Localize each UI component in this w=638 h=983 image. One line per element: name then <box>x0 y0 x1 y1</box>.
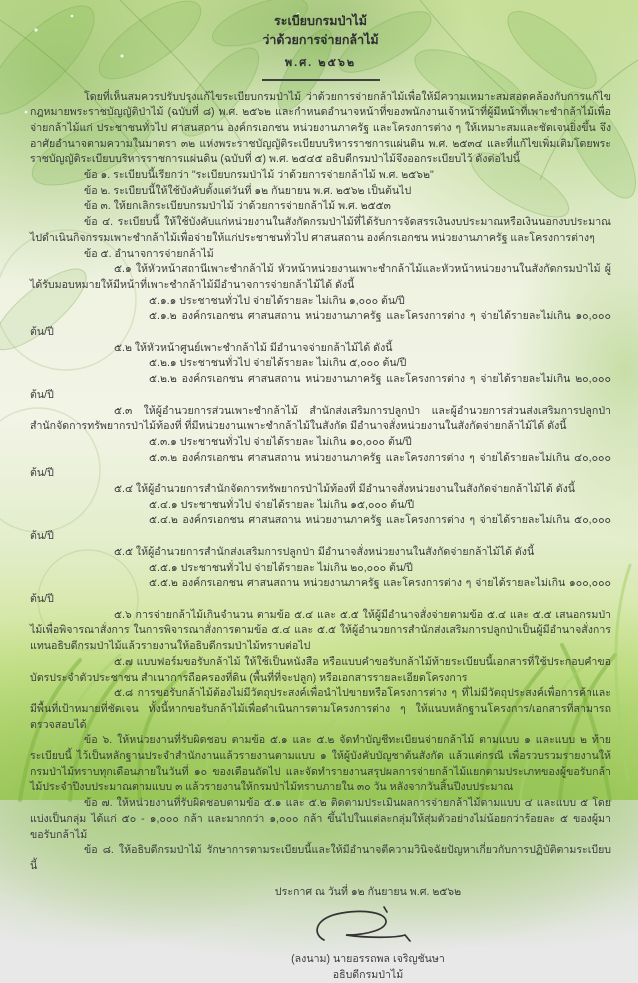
clause-3: ข้อ ๓. ให้ยกเลิกระเบียบกรมป่าไม้ ว่าด้วยการจ่ายกล้าไม้ พ.ศ. ๒๕๕๓ <box>84 200 391 213</box>
intro-paragraph: โดยที่เห็นสมควรปรับปรุงแก้ไขระเบียบกรมป่าไม้ ว่าด้วยการจ่ายกล้าไม้เพื่อให้มีความเหมาะสมสอดคล้องกับการแก้ไขกฎหมายพระราชบัญญัติป่าไม้ (ฉบับที่ ๘) พ.ศ. ๒๕๖๒ และกำหนดอำนาจหน้าที่ของพนักงานเจ้าหน้าที่ผู้มีหน้าที่เพาะชำกล้าไม้เพื่อจ่ายกล้าไม้แก่ ประชาชนทั่วไป ศาสนสถาน องค์กรเอกชน หน่วยงานภาครัฐ และโครงการต่าง ๆ ให้เหมาะสมและชัดเจนยิ่งขึ้น จึงอาศัยอำนาจตามความในมาตรา ๓๒ แห่งพระราชบัญญัติระเบียบบริหารราชการแผ่นดิน พ.ศ. ๒๕๓๔ และที่แก้ไขเพิ่มเติมโดยพระราชบัญญัติระเบียบบริหารราชการแผ่นดิน (ฉบับที่ ๕) พ.ศ. ๒๕๔๕ อธิบดีกรมป่าไม้จึงออกระเบียบไว้ ดังต่อไปนี้ <box>30 90 611 166</box>
clause-7: ข้อ ๗. ให้หน่วยงานที่รับผิดชอบตามข้อ ๕.๑ และ ๕.๒ ติดตามประเมินผลการจ่ายกล้าไม้ตามแบบ ๔ และแบบ ๕ โดยแบ่งเป็นกลุ่ม ได้แก่ ๕๐ - ๑,๐๐๐ กล้า และมากกว่า ๑,๐๐๐ กล้า ขึ้นไปในแต่ละกลุ่มให้สุ่มตัวอย่างไม่น้อยกว่าร้อยละ ๕ ของผู้มาขอรับกล้าไม้ <box>30 797 611 841</box>
clause-5-7: ๕.๗ แบบฟอร์มขอรับกล้าไม้ ให้ใช้เป็นหนังสือ หรือแบบคำขอรับกล้าไม้ท้ายระเบียบนี้เอกสารที่ใช้ประกอบคำขอ บัตรประจำตัวประชาชน สำเนาการถือครองที่ดิน (พื้นที่ที่จะปลูก) หรือเอกสารรายละเอียดโครงการ <box>30 655 611 684</box>
announce-date-line: ประกาศ ณ วันที่ ๑๒ กันยายน พ.ศ. ๒๕๖๒ <box>274 885 462 898</box>
clause-5: ข้อ ๕. อำนาจการจ่ายกล้าไม้ <box>84 247 214 260</box>
clause-5-3: ๕.๓ ให้ผู้อำนวยการส่วนเพาะชำกล้าไม้ สำนักส่งเสริมการปลูกป่า และผู้อำนวยการส่วนส่งเสริมการปลูกป่า สำนักจัดการทรัพยากรป่าไม้ท้องที่ ที่มีหน่วยงานเพาะชำกล้าไม้ในสังกัด มีอำนาจสั่งหน่วยงานในสังกัดจ่ายกล้าไม้ได้ ดังนี้ <box>30 404 611 433</box>
clause-5-5-1: ๕.๕.๑ ประชาชนทั่วไป จ่ายได้รายละ ไม่เกิน ๒๐,๐๐๐ ต้น/ปี <box>149 561 413 574</box>
clause-5-2-1: ๕.๒.๑ ประชาชนทั่วไป จ่ายได้รายละ ไม่เกิน ๕,๐๐๐ ต้น/ปี <box>149 357 407 370</box>
clause-5-3-2: ๕.๓.๒ องค์กรเอกชน ศาสนสถาน หน่วยงานภาครัฐ และโครงการต่าง ๆ จ่ายได้รายละไม่เกิน ๔๐,๐๐๐ ต้น/ปี <box>30 451 611 480</box>
clause-5-6: ๕.๖ การจ่ายกล้าไม้เกินจำนวน ตามข้อ ๕.๔ และ ๕.๕ ให้ผู้มีอำนาจสั่งจ่ายตามข้อ ๕.๔ และ ๕.๕ เสนอกรมป่าไม้เพื่อพิจารณาสั่งการ ในการพิจารณาสั่งการตามข้อ ๕.๔ และ ๕.๕ ให้ผู้อำนวยการสำนักส่งเสริมการปลูกป่าเป็นผู้มีอำนาจสั่งการแทนอธิบดีกรมป่าไม้แล้วรายงานให้อธิบดีกรมป่าไม้ทราบต่อไป <box>30 608 611 653</box>
clause-5-3-1: ๕.๓.๑ ประชาชนทั่วไป จ่ายได้รายละ ไม่เกิน ๑๐,๐๐๐ ต้น/ปี <box>149 435 412 448</box>
signature-mark <box>308 904 428 950</box>
signature-block <box>203 885 533 983</box>
clause-5-5-2: ๕.๕.๒ องค์กรเอกชน ศาสนสถาน หน่วยงานภาครัฐ และโครงการต่าง ๆ จ่ายได้รายละไม่เกิน ๑๐๐,๐๐๐ ต้น/ปี <box>30 577 611 605</box>
clause-4: ข้อ ๔. ระเบียบนี้ ให้ใช้บังคับแก่หน่วยงานในสังกัดกรมป่าไม้ที่ได้รับการจัดสรรเงินงบประมาณหรือเงินนอกงบประมาณไปดำเนินกิจกรรมเพาะชำกล้าไม้เพื่อจ่ายให้แก่ประชาชนทั่วไป ศาสนสถาน องค์กรเอกชน หน่วยงานภาครัฐ และโครงการต่างๆ <box>30 216 611 244</box>
clause-8: ข้อ ๘. ให้อธิบดีกรมป่าไม้ รักษาการตามระเบียบนี้และให้มีอำนาจตีความวินิจฉัยปัญหาเกี่ยวกับการปฏิบัติตามระเบียบนี้ <box>30 844 611 872</box>
clause-6: ข้อ ๖. ให้หน่วยงานที่รับผิดชอบ ตามข้อ ๕.๑ และ ๕.๒ จัดทำบัญชีทะเบียนจ่ายกล้าไม้ ตามแบบ ๑ และแบบ ๒ ท้ายระเบียบนี้ ไว้เป็นหลักฐานประจำสำนักงานแล้วรายงานตามแบบ ๑ ให้ผู้บังคับบัญชาต้นสังกัด แล้วแต่กรณี เพื่อรวบรวมรายงานให้กรมป่าไม้ทราบทุกเดือนภายในวันที่ ๑๐ ของเดือนถัดไป และจัดทำรายงานสรุปผลการจ่ายกล้าไม้แยกตามประเภทของผู้ขอรับกล้าไม้ประจำปีงบประมาณตามแบบ ๓ แล้วรายงานให้กรมป่าไม้ทราบภายใน ๓๐ วัน หลังจากวันสิ้นปีงบประมาณ <box>30 734 611 794</box>
document-title-line-2: ว่าด้วยการจ่ายกล้าไม้ <box>262 32 379 47</box>
clause-5-2: ๕.๒ ให้หัวหน้าศูนย์เพาะชำกล้าไม้ มีอำนาจจ่ายกล้าไม้ได้ ดังนี้ <box>114 341 393 354</box>
clause-5-5: ๕.๕ ให้ผู้อำนวยการสำนักส่งเสริมการปลูกป่า มีอำนาจสั่งหน่วยงานในสังกัดจ่ายกล้าไม้ได้ ดังนี้ <box>114 545 535 558</box>
clause-5-4-1: ๕.๔.๑ ประชาชนทั่วไป จ่ายได้รายละ ไม่เกิน ๑๕,๐๐๐ ต้น/ปี <box>149 498 415 511</box>
title-divider-rule <box>262 79 380 81</box>
document-title-line-1: ระเบียบกรมป่าไม้ <box>274 14 367 28</box>
clause-2: ข้อ ๒. ระเบียบนี้ให้ใช้บังคับตั้งแต่วันที่ ๑๒ กันยายน พ.ศ. ๒๕๖๒ เป็นต้นไป <box>84 184 412 197</box>
clause-5-1-2: ๕.๑.๒ องค์กรเอกชน ศาสนสถาน หน่วยงานภาครัฐ และโครงการต่าง ๆ จ่ายได้รายละไม่เกิน ๑๐,๐๐๐ ต้น/ปี <box>30 310 611 339</box>
document-title-era: พ.ศ. ๒๕๖๒ <box>284 56 357 69</box>
clause-5-4-2: ๕.๔.๒ องค์กรเอกชน ศาสนสถาน หน่วยงานภาครัฐ และโครงการต่าง ๆ จ่ายได้รายละไม่เกิน ๕๐,๐๐๐ ต้น/ปี <box>30 514 611 543</box>
clause-5-8: ๕.๘ การขอรับกล้าไม้ต้องไม่มีวัตถุประสงค์เพื่อนำไปขายหรือโครงการต่าง ๆ ที่ไม่มีวัตถุประสงค์เพื่อการค้าและมีพื้นที่เป้าหมายที่ชัดเจน ทั้งนี้หากขอรับกล้าไม้เพื่อดำเนินการตามโครงการต่าง ๆ ให้แนบหลักฐานโครงการ/เอกสารที่สามารถตรวจสอบได้ <box>30 687 611 731</box>
signer-title-line: อธิบดีกรมป่าไม้ <box>332 968 404 981</box>
clause-5-2-2: ๕.๒.๒ องค์กรเอกชน ศาสนสถาน หน่วยงานภาครัฐ และโครงการต่าง ๆ จ่ายได้รายละไม่เกิน ๒๐,๐๐๐ ต้น/ปี <box>30 373 611 401</box>
clause-5-4: ๕.๔ ให้ผู้อำนวยการสำนักจัดการทรัพยากรป่าไม้ท้องที่ มีอำนาจสั่งหน่วยงานในสังกัดจ่ายกล้าไม้ได้ ดังนี้ <box>114 483 575 496</box>
clause-5-1-1: ๕.๑.๑ ประชาชนทั่วไป จ่ายได้รายละ ไม่เกิน ๑,๐๐๐ ต้น/ปี <box>149 294 405 307</box>
signer-name-line: (ลงนาม) นายอรรถพล เจริญชันษา <box>291 953 445 966</box>
clause-5-1: ๕.๑ ให้หัวหน้าสถานีเพาะชำกล้าไม้ หัวหน้าหน่วยงานเพาะชำกล้าไม้และหัวหน้าหน่วยงานในสังกัดกรมป่าไม้ ผู้ได้รับมอบหมายให้มีหน้าที่เพาะชำกล้าไม้มีอำนาจการจ่ายกล้าไม้ได้ ดังนี้ <box>30 263 611 291</box>
clause-1: ข้อ ๑. ระเบียบนี้เรียกว่า "ระเบียบกรมป่าไม้ ว่าด้วยการจ่ายกล้าไม้ พ.ศ. ๒๕๖๒" <box>84 169 434 182</box>
